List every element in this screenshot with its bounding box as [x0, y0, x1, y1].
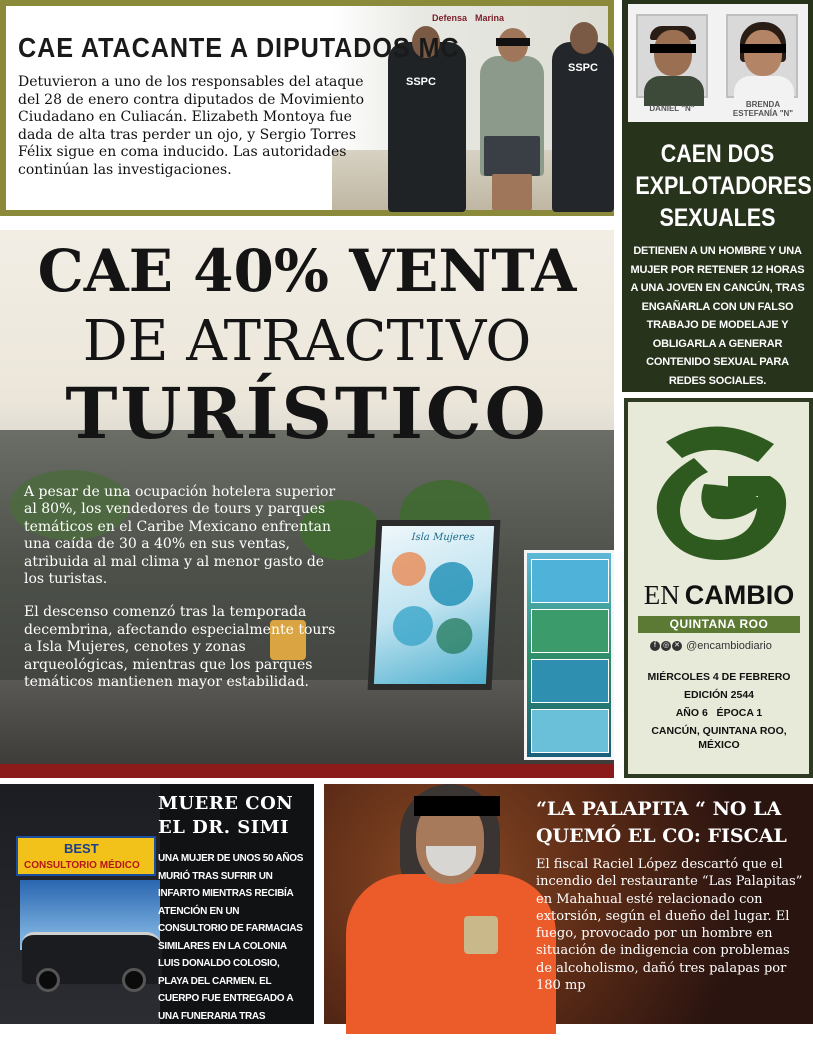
instagram-icon[interactable]: ◎: [662, 642, 670, 650]
facebook-icon[interactable]: f: [650, 641, 660, 651]
main-story-body: [24, 484, 338, 707]
agency-logos: [432, 10, 504, 26]
isla-mujeres-sign: [368, 520, 501, 690]
palapita-body: El fiscal Raciel López descartó que el incendio del restaurante “Las Palapitas” en Mahahual esté relacionado con extorsión, según el dueño del lugar. El fuego, provocado por un hombre en situación de indigencia con problemas de alcoholismo, dañó tres palapas por 180 mp: [536, 857, 803, 994]
social-handle[interactable]: [650, 640, 800, 652]
simi-body: UNA MUJER DE UNOS 50 AÑOS MURIÓ TRAS SUFRIR UN INFARTO MIENTRAS RECIBÍA ATENCIÓN EN UN CONSULTORIO DE FARMACIAS SIMILARES EN LA COLONIA LUIS DONALDO COLOSIO, PLAYA DEL CARMEN. EL CUERPO FUE ENTREGADO A UNA FUNERARIA TRAS CONFIRMARSE QUE SE TRATÓ: [158, 853, 304, 1039]
top-story-frame: [6, 6, 608, 210]
brand-cambio: CAMBIO: [684, 580, 795, 610]
main-headline-line-1: CAE 40% VENTA: [37, 237, 577, 305]
suspect-name-2: BRENDA ESTEFANÍA "N": [732, 100, 794, 118]
exploiters-story[interactable]: [622, 0, 813, 392]
main-story[interactable]: [0, 230, 614, 778]
issue-year-epoch: AÑO 6 ÉPOCA 1: [675, 707, 763, 719]
top-story[interactable]: [0, 0, 614, 216]
main-headline-line-3: TURÍSTICO: [65, 372, 549, 455]
censor-bar: [414, 796, 500, 816]
pharmacy-sign: [16, 836, 156, 876]
en-cambio-logo-icon: [646, 414, 791, 564]
pharmacy-sign-brand: BEST: [64, 841, 99, 856]
main-headline: [0, 236, 614, 455]
mugshot-strip: [628, 4, 808, 122]
brand-wordmark: [634, 580, 804, 611]
pharmacy-sign-subtitle: CONSULTORIO MÉDICO: [24, 860, 140, 871]
palapita-story[interactable]: [324, 784, 813, 1024]
issue-date: MIÉRCOLES 4 DE FEBRERO: [647, 671, 791, 683]
main-paragraph-2: El descenso comenzó tras la temporada decembrina, afectando especialmente tours a Isla Mujeres, cenotes y zonas arqueológicas, mientras que los parques temáticos mantienen mayor estabilidad.: [24, 604, 336, 691]
detainee-photo: [346, 784, 546, 1024]
suspect-name-1: DANIEL "N": [649, 104, 695, 113]
tour-display-rack: [524, 550, 614, 760]
twitter-icon[interactable]: ✕: [672, 641, 682, 651]
sign-text: Isla Mujeres: [411, 532, 475, 543]
masthead-panel: [628, 402, 809, 774]
issue-edition: EDICIÓN 2544: [683, 689, 755, 701]
exploiters-body: DETIENEN A UN HOMBRE Y UNA MUJER POR RETENER 12 HORAS A UNA JOVEN EN CANCÚN, TRAS ENGAÑARLA CON UN FALSO TRABAJO DE MODELAJE Y OBLIGARLA A GENERAR CONTENIDO SEXUAL PARA REDES SOCIALES.: [630, 245, 805, 387]
main-paragraph-1: A pesar de una ocupación hotelera superior al 80%, los vendedores de tours y parques temáticos en el Caribe Mexicano enfrentan una caída de 30 a 40% en sus ventas, atribuida al mal clima y al menor gasto de los turistas.: [24, 484, 336, 588]
region-band: QUINTANA ROO: [638, 616, 800, 633]
masthead: [624, 398, 813, 778]
palapita-headline: “LA PALAPITA “ NO LA QUEMÓ EL CO: FISCAL: [536, 798, 787, 847]
police-car: [22, 932, 162, 984]
vest-label: SSPC: [568, 62, 598, 74]
logo-defensa: Defensa: [432, 13, 468, 23]
issue-location: CANCÚN, QUINTANA ROO, MÉXICO: [651, 725, 787, 751]
exploiters-headline: CAEN DOS EXPLOTADORES SEXUALES: [635, 140, 812, 232]
mugshot-brenda: [726, 14, 798, 98]
simi-story[interactable]: [0, 784, 314, 1039]
arrest-photo: Defensa Marina SSPC SSPC: [332, 6, 608, 210]
pharmacy-photo: [0, 784, 160, 1024]
social-handle-text: @encambiodiario: [686, 640, 772, 652]
mugshot-daniel: [636, 14, 708, 98]
red-divider: [0, 764, 614, 778]
main-headline-line-2: DE ATRACTIVO: [82, 309, 532, 374]
logo-marina: Marina: [475, 13, 505, 23]
brand-en: EN: [643, 580, 680, 610]
simi-headline: MUERE CON EL DR. SIMI: [158, 793, 294, 838]
top-story-headline: CAE ATACANTE A DIPUTADOS MC: [18, 32, 460, 63]
top-story-body: Detuvieron a uno de los responsables del ataque del 28 de enero contra diputados de Movimiento Ciudadano en Culiacán. Elizabeth Montoya fue dada de alta tras perder un ojo, y Sergio Torres Félix sigue en coma inducido. Las autoridades continúan las investigaciones.: [18, 74, 365, 178]
